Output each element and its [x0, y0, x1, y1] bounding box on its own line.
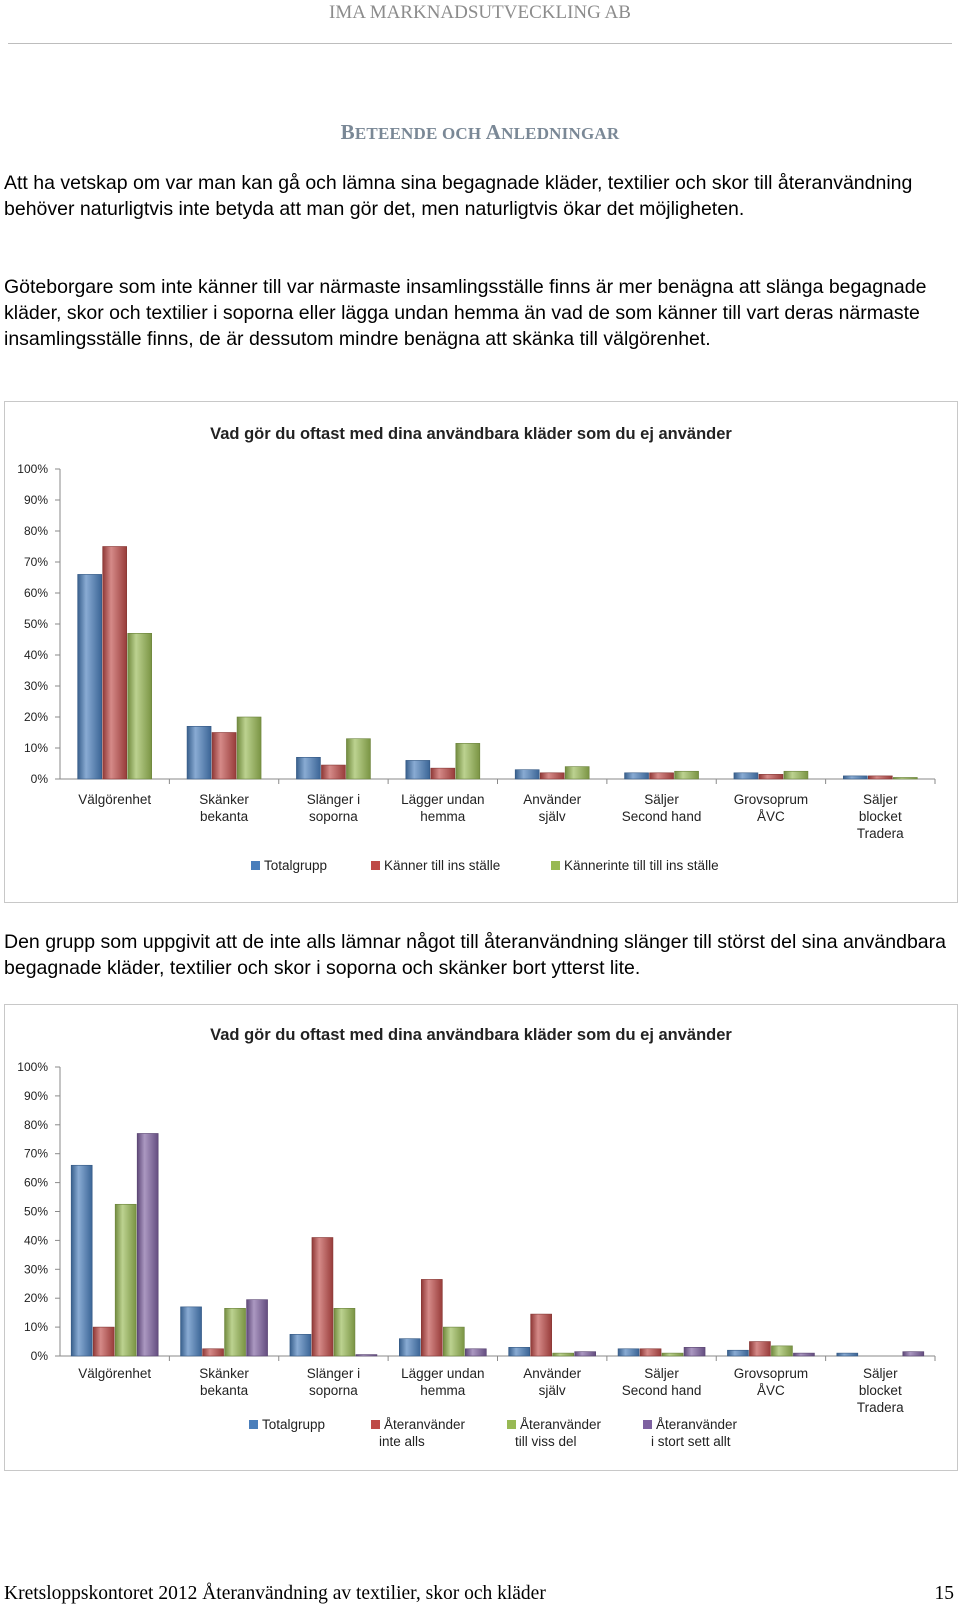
category-label: själv [538, 1383, 566, 1398]
bar [103, 547, 127, 780]
y-tick-label: 10% [23, 741, 48, 755]
bar [71, 1165, 92, 1356]
y-tick-label: 100% [17, 462, 48, 476]
bar [321, 765, 345, 779]
bar [531, 1314, 552, 1356]
y-tick-label: 50% [23, 617, 48, 631]
bar [334, 1308, 355, 1356]
bar [356, 1355, 377, 1356]
chart-2 [5, 1005, 957, 1470]
section-title-cap2: A [485, 120, 502, 144]
category-label: Grovsoprum [733, 792, 809, 807]
bar [749, 1342, 770, 1356]
bar [187, 726, 211, 779]
legend-label: Känner till ins ställe [384, 858, 501, 873]
legend-swatch [551, 861, 560, 870]
bar [684, 1347, 705, 1356]
bar [868, 776, 892, 779]
bar [406, 760, 430, 779]
bar [759, 774, 783, 779]
category-label: Använder [523, 792, 582, 807]
category-label: Slänger i [306, 792, 361, 807]
bar [793, 1353, 814, 1356]
category-label: bekanta [200, 809, 249, 824]
legend-swatch [251, 861, 260, 870]
chart-title: Vad gör du oftast med dina användbara kläder som du ej använder [210, 1026, 732, 1044]
category-label: bekanta [200, 1383, 249, 1398]
bar [465, 1349, 486, 1356]
bar [650, 773, 674, 779]
header-divider [8, 43, 952, 44]
bar [115, 1204, 136, 1356]
legend-label: Återanvänder [384, 1417, 466, 1432]
bar [837, 1353, 858, 1356]
bar [784, 771, 808, 779]
category-label: blocket [858, 1383, 902, 1398]
y-tick-label: 80% [23, 1117, 48, 1132]
bar [225, 1308, 246, 1356]
bar [734, 773, 758, 779]
chart-title: Vad gör du oftast med dina användbara kläder som du ej använder [210, 425, 732, 443]
bar [575, 1352, 596, 1356]
y-tick-label: 50% [23, 1204, 48, 1219]
legend-label: Återanvänder [656, 1417, 738, 1432]
bar [540, 773, 564, 779]
category-label: Säljer [644, 1366, 679, 1381]
bar [843, 776, 867, 779]
category-label: soporna [309, 1383, 358, 1398]
bar [137, 1133, 158, 1356]
section-title [0, 120, 960, 145]
legend-swatch [371, 1420, 380, 1429]
legend-label: Återanvänder [520, 1417, 602, 1432]
category-label: Använder [523, 1366, 582, 1381]
y-tick-label: 20% [23, 710, 48, 724]
category-label: Tradera [856, 1400, 904, 1415]
legend-swatch [249, 1420, 258, 1429]
legend-label: inte alls [379, 1434, 425, 1449]
y-tick-label: 0% [30, 772, 48, 786]
bar [640, 1349, 661, 1356]
y-tick-label: 60% [23, 586, 48, 600]
category-label: ÅVC [757, 809, 785, 824]
category-label: Välgörenhet [78, 1366, 152, 1381]
category-label: Säljer [644, 792, 679, 807]
legend-label: till viss del [515, 1434, 577, 1449]
category-label: Lägger undan [401, 792, 485, 807]
y-tick-label: 30% [23, 1262, 48, 1277]
legend-swatch [371, 861, 380, 870]
legend-label: i stort sett allt [651, 1434, 731, 1449]
paragraph-gothenburg: Göteborgare som inte känner till var närmaste insamlingsställe finns är mer benägna att slänga begagnade kläder, skor och textilier i soporna eller lägga undan hemma än vad de som känner till vart deras närmaste insamlingsställe finns, de är dessutom mindre benägna att skänka till välgörenhet. [4, 276, 927, 350]
y-tick-label: 90% [23, 1088, 48, 1103]
y-tick-label: 40% [23, 648, 48, 662]
y-tick-label: 40% [23, 1233, 48, 1248]
bar [212, 733, 236, 780]
bar [290, 1334, 311, 1356]
bar [509, 1347, 530, 1356]
bar [421, 1279, 442, 1356]
bar [443, 1327, 464, 1356]
category-label: Säljer [863, 1366, 898, 1381]
category-label: soporna [309, 809, 358, 824]
category-label: Grovsoprum [733, 1366, 809, 1381]
section-title-part2: NLEDNINGAR [501, 124, 620, 143]
chart-2-container [4, 1004, 958, 1471]
y-tick-label: 100% [17, 1060, 48, 1074]
page-number: 15 [934, 1583, 954, 1604]
legend-label: Totalgrupp [262, 1417, 326, 1432]
legend-swatch [507, 1420, 516, 1429]
legend-label: Totalgrupp [264, 858, 328, 873]
category-label: hemma [420, 809, 466, 824]
chart-1-container [4, 401, 958, 903]
y-tick-label: 90% [23, 493, 48, 507]
category-label: själv [538, 809, 566, 824]
bar [903, 1352, 924, 1356]
bar [515, 770, 539, 779]
section-title-cap1: B [340, 120, 355, 144]
footer-text: Kretsloppskontoret 2012 Återanvändning av textilier, skor och kläder [4, 1583, 546, 1604]
y-tick-label: 70% [23, 555, 48, 569]
y-tick-label: 0% [30, 1349, 48, 1363]
bar [237, 717, 261, 779]
y-tick-label: 60% [23, 1175, 48, 1190]
category-label: ÅVC [757, 1383, 785, 1398]
bar [296, 757, 320, 779]
chart-1 [5, 402, 957, 902]
bar [456, 743, 480, 779]
bar [93, 1327, 114, 1356]
bar [565, 767, 589, 779]
y-tick-label: 20% [23, 1291, 48, 1306]
y-tick-label: 80% [23, 524, 48, 538]
category-label: Välgörenhet [78, 792, 152, 807]
category-label: Second hand [621, 809, 702, 824]
legend-label: Kännerinte till till ins ställe [564, 858, 719, 873]
bar [431, 768, 455, 779]
y-tick-label: 10% [23, 1320, 48, 1335]
paragraph-non-reusers: Den grupp som uppgivit att de inte alls lämnar något till återanvändning slänger till störst del sina användbara begagnade kläder, textilier och skor i soporna och skänker bort ytterst lite. [4, 931, 946, 979]
category-label: Skänker [199, 1366, 249, 1381]
category-label: Tradera [856, 826, 904, 841]
page-footer [4, 1583, 954, 1605]
bar [78, 574, 102, 779]
bar [662, 1353, 683, 1356]
bar [893, 777, 917, 779]
bar [625, 773, 649, 779]
bar [553, 1353, 574, 1356]
bar [771, 1346, 792, 1356]
bar [675, 771, 699, 779]
bar [399, 1339, 420, 1356]
y-tick-label: 30% [23, 679, 48, 693]
bar [727, 1350, 748, 1356]
section-title-part1: ETEENDE OCH [354, 124, 486, 143]
category-label: hemma [420, 1383, 466, 1398]
bar [247, 1300, 268, 1356]
legend-swatch [643, 1420, 652, 1429]
paragraph-intro: Att ha vetskap om var man kan gå och lämna sina begagnade kläder, textilier och skor till återanvändning behöver naturligtvis inte betyda att man gör det, men naturligtvis ökar det möjligheten. [4, 172, 913, 220]
y-tick-label: 70% [23, 1146, 48, 1161]
category-label: Slänger i [306, 1366, 361, 1381]
bar [203, 1349, 224, 1356]
category-label: Second hand [621, 1383, 702, 1398]
category-label: Lägger undan [401, 1366, 485, 1381]
category-label: blocket [858, 809, 902, 824]
bar [181, 1307, 202, 1356]
category-label: Säljer [863, 792, 898, 807]
bar [128, 633, 152, 779]
page-header: IMA MARKNADSUTVECKLING AB [329, 2, 631, 23]
bar [618, 1349, 639, 1356]
category-label: Skänker [199, 792, 249, 807]
bar [312, 1238, 333, 1356]
bar [346, 739, 370, 779]
